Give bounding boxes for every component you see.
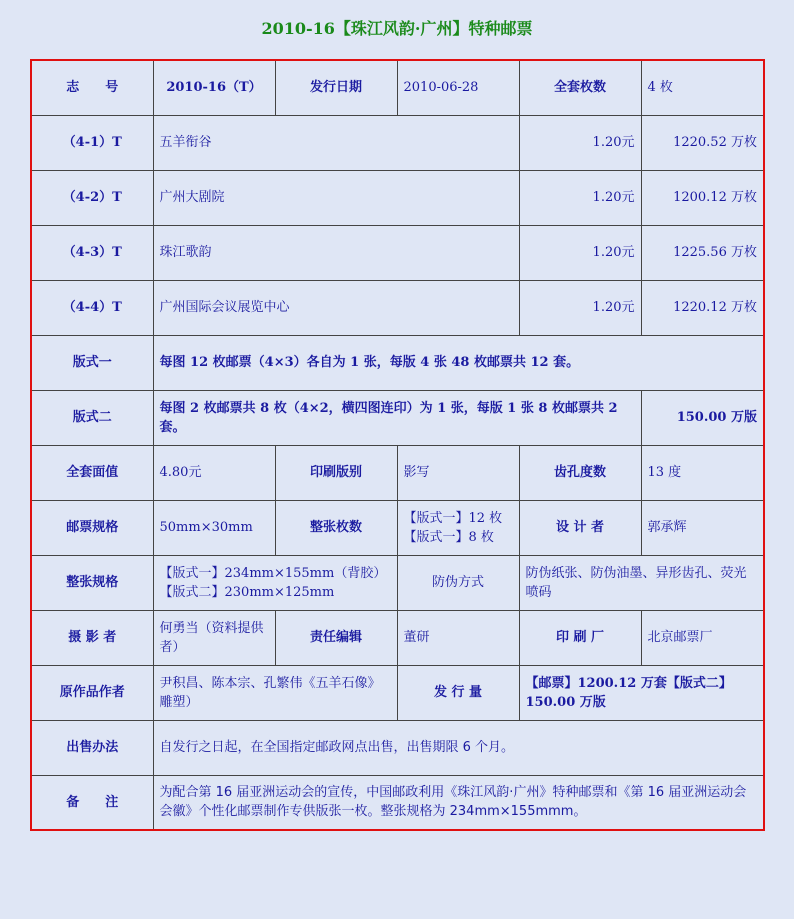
stamp-name: 珠江歌韵 bbox=[153, 225, 519, 280]
sheet-count-line: 【版式一】12 枚 bbox=[403, 510, 503, 526]
face-value-label: 全套面值 bbox=[31, 445, 153, 500]
stamp-qty: 1225.56 万枚 bbox=[641, 225, 764, 280]
stamp-size-label: 邮票规格 bbox=[31, 500, 153, 555]
stamp-face: 1.20元 bbox=[519, 170, 641, 225]
face-value: 4.80元 bbox=[153, 445, 275, 500]
stamp-code: （4-2）T bbox=[31, 170, 153, 225]
artist-label: 原作品作者 bbox=[31, 665, 153, 720]
zhihao-label: 志 号 bbox=[31, 60, 153, 115]
set-count-value: 4 枚 bbox=[641, 60, 764, 115]
table-row-sheet-size bbox=[31, 555, 764, 610]
note-label: 备 注 bbox=[31, 775, 153, 830]
sheet-count-value bbox=[397, 500, 519, 555]
stamp-name: 广州大剧院 bbox=[153, 170, 519, 225]
sheet-count-line: 【版式一】8 枚 bbox=[403, 529, 494, 545]
print-type-value: 影写 bbox=[397, 445, 519, 500]
table-row-note bbox=[31, 775, 764, 830]
issue-date-label: 发行日期 bbox=[275, 60, 397, 115]
table-row-stamp bbox=[31, 115, 764, 170]
sheet-size-value: 【版式一】234mm×155mm（背胶）【版式二】230mm×125mm bbox=[153, 555, 397, 610]
photographer-value: 何勇当（资料提供者） bbox=[153, 610, 275, 665]
table-row-artist bbox=[31, 665, 764, 720]
stamp-code: （4-1）T bbox=[31, 115, 153, 170]
stamp-face: 1.20元 bbox=[519, 115, 641, 170]
issue-date-value: 2010-06-28 bbox=[397, 60, 519, 115]
format1-label: 版式一 bbox=[31, 335, 153, 390]
photographer-label: 摄 影 者 bbox=[31, 610, 153, 665]
table-row-stamp bbox=[31, 170, 764, 225]
format2-text: 每图 2 枚邮票共 8 枚（4×2，横四图连印）为 1 张，每版 1 张 8 枚邮票共 2 套。 bbox=[153, 390, 641, 445]
anti-fake-value: 防伪纸张、防伪油墨、异形齿孔、荧光喷码 bbox=[519, 555, 764, 610]
designer-label: 设 计 者 bbox=[519, 500, 641, 555]
stamp-code: （4-3）T bbox=[31, 225, 153, 280]
stamp-info-table bbox=[30, 59, 765, 831]
perforation-value: 13 度 bbox=[641, 445, 764, 500]
format2-label: 版式二 bbox=[31, 390, 153, 445]
printer-value: 北京邮票厂 bbox=[641, 610, 764, 665]
stamp-name: 广州国际会议展览中心 bbox=[153, 280, 519, 335]
table-row-size bbox=[31, 500, 764, 555]
table-row-header bbox=[31, 60, 764, 115]
stamp-name: 五羊衔谷 bbox=[153, 115, 519, 170]
stamp-size-value: 50mm×30mm bbox=[153, 500, 275, 555]
anti-fake-label: 防伪方式 bbox=[397, 555, 519, 610]
note-value: 为配合第 16 届亚洲运动会的宣传，中国邮政利用《珠江风韵·广州》特种邮票和《第 16 届亚洲运动会会徽》个性化邮票制作专供版张一枚。整张规格为 234mm×155mmm。 bbox=[153, 775, 764, 830]
page-title: 2010-16【珠江风韵·广州】特种邮票 bbox=[261, 19, 533, 38]
table-row-format1 bbox=[31, 335, 764, 390]
table-row-photo bbox=[31, 610, 764, 665]
sale-method-label: 出售办法 bbox=[31, 720, 153, 775]
print-type-label: 印刷版别 bbox=[275, 445, 397, 500]
format2-qty: 150.00 万版 bbox=[641, 390, 764, 445]
sheet-count-label: 整张枚数 bbox=[275, 500, 397, 555]
editor-value: 董研 bbox=[397, 610, 519, 665]
stamp-qty: 1220.12 万枚 bbox=[641, 280, 764, 335]
stamp-qty: 1200.12 万枚 bbox=[641, 170, 764, 225]
issue-volume-value: 【邮票】1200.12 万套【版式二】150.00 万版 bbox=[519, 665, 764, 720]
table-row-format2 bbox=[31, 390, 764, 445]
issue-volume-label: 发 行 量 bbox=[397, 665, 519, 720]
table-row-face bbox=[31, 445, 764, 500]
sale-method-value: 自发行之日起，在全国指定邮政网点出售，出售期限 6 个月。 bbox=[153, 720, 764, 775]
stamp-code: （4-4）T bbox=[31, 280, 153, 335]
artist-value: 尹积昌、陈本宗、孔繁伟《五羊石像》雕塑） bbox=[153, 665, 397, 720]
designer-value: 郭承辉 bbox=[641, 500, 764, 555]
stamp-face: 1.20元 bbox=[519, 280, 641, 335]
perforation-label: 齿孔度数 bbox=[519, 445, 641, 500]
set-count-label: 全套枚数 bbox=[519, 60, 641, 115]
editor-label: 责任编辑 bbox=[275, 610, 397, 665]
format1-text: 每图 12 枚邮票（4×3）各自为 1 张，每版 4 张 48 枚邮票共 12 套。 bbox=[153, 335, 764, 390]
table-row-sale bbox=[31, 720, 764, 775]
table-row-stamp bbox=[31, 225, 764, 280]
printer-label: 印 刷 厂 bbox=[519, 610, 641, 665]
sheet-size-label: 整张规格 bbox=[31, 555, 153, 610]
stamp-qty: 1220.52 万枚 bbox=[641, 115, 764, 170]
table-row-stamp bbox=[31, 280, 764, 335]
zhihao-value: 2010-16（T） bbox=[153, 60, 275, 115]
stamp-face: 1.20元 bbox=[519, 225, 641, 280]
